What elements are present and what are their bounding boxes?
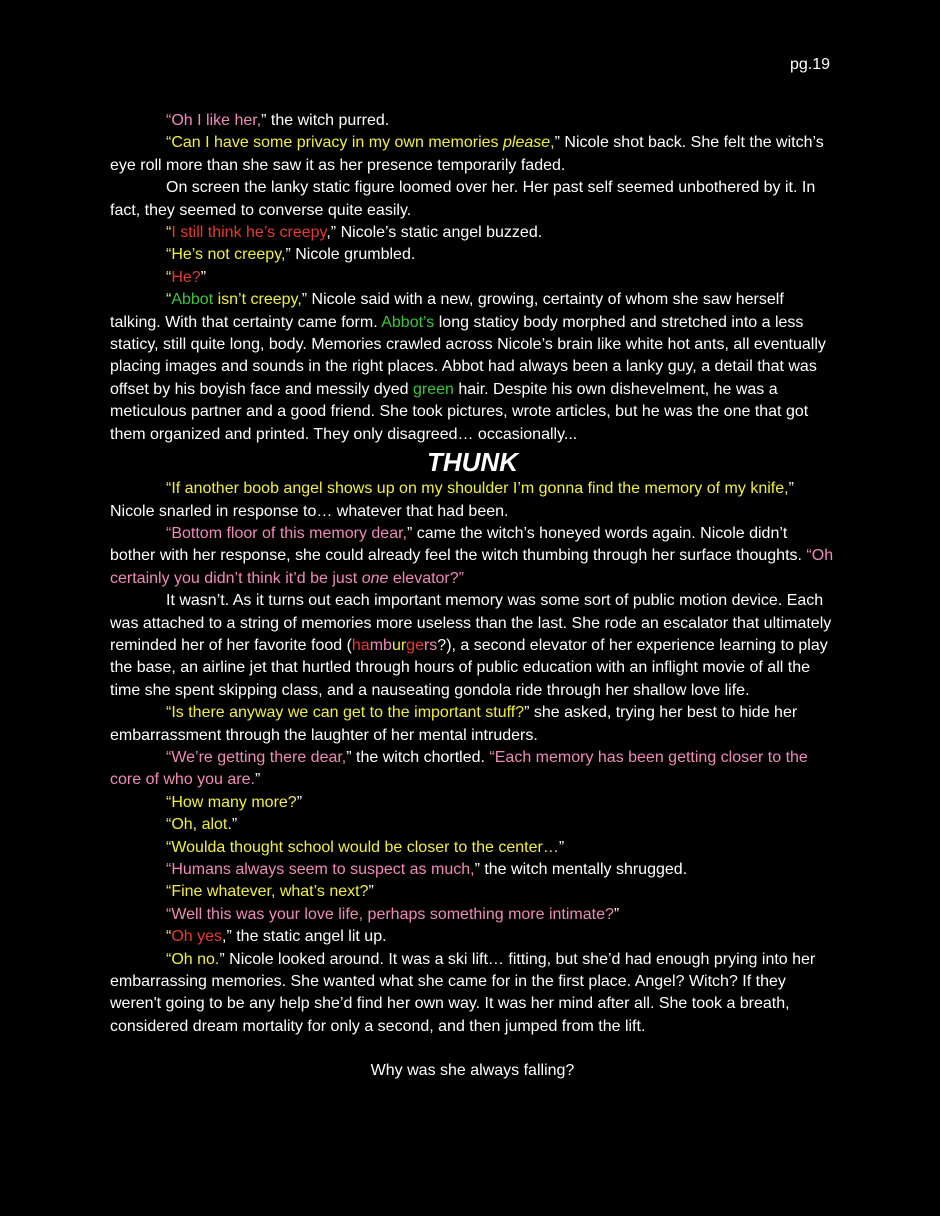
- narration: ,” the static angel lit up.: [222, 928, 387, 946]
- nicole-dialogue: “He’s not creepy,: [166, 246, 286, 264]
- paragraph: [110, 747, 835, 792]
- hamburger-letters: mb: [369, 636, 392, 654]
- paragraph: [110, 222, 835, 244]
- open-quote: “: [166, 291, 172, 309]
- story-text: [110, 110, 835, 1083]
- open-quote: “: [166, 928, 172, 946]
- close-quote: ”: [296, 793, 303, 811]
- open-quote: “: [166, 224, 172, 242]
- nicole-dialogue: “How many more?: [166, 793, 297, 811]
- paragraph: [110, 859, 835, 881]
- hamburger-letters: ur: [391, 636, 407, 654]
- paragraph: [110, 702, 835, 747]
- witch-dialogue: “We’re getting there dear,: [166, 748, 347, 766]
- nicole-dialogue: “Is there anyway we can get to the important stuff?: [166, 704, 525, 722]
- narration: ” the witch chortled.: [346, 748, 490, 766]
- angel-dialogue: I still think he’s creepy: [171, 224, 327, 242]
- nicole-dialogue: “Oh no.: [166, 950, 220, 968]
- hamburger-letters: ha: [351, 636, 370, 654]
- narration: ” Nicole snarled in response to… whatever that had been.: [110, 480, 794, 520]
- narration: ” the witch purred.: [261, 112, 390, 129]
- paragraph: [110, 904, 835, 926]
- paragraph: [110, 289, 835, 446]
- paragraph: [110, 478, 835, 523]
- paragraph: [110, 837, 835, 859]
- nicole-dialogue-emphasis: please: [503, 134, 551, 152]
- close-quote: ”: [231, 816, 238, 834]
- paragraph: [110, 926, 835, 948]
- narration: ” Nicole said with a new, growing, certainty of whom she saw herself talking. With that certainty came form.: [110, 291, 784, 331]
- close-quote: ”: [558, 838, 565, 856]
- angel-dialogue: Oh yes: [171, 928, 223, 946]
- green-word: green: [412, 380, 454, 398]
- close-quote: ”: [254, 771, 261, 789]
- angel-dialogue: He?: [171, 268, 201, 286]
- abbot-name: Abbot: [171, 291, 214, 309]
- sound-effect-heading: THUNK: [427, 447, 518, 478]
- witch-dialogue-emphasis: one: [361, 569, 389, 587]
- paragraph: [110, 177, 835, 222]
- paragraph: [110, 523, 835, 590]
- nicole-dialogue: “Oh, alot.: [166, 816, 232, 834]
- witch-dialogue: “Well this was your love life, perhaps something more intimate?: [166, 905, 614, 923]
- witch-dialogue: “Each memory has been getting closer to the core of who you are.: [110, 748, 808, 789]
- narration: It wasn’t. As it turns out each important memory was some sort of public motion device. Each was attached to a string of memories more useless than the last. She rode an escalator that ultimately reminded her of her favorite food (: [110, 592, 832, 654]
- witch-dialogue: “Bottom floor of this memory dear,: [166, 524, 407, 542]
- narration: ” Nicole looked around. It was a ski lift… fitting, but she’d had enough prying into her embarrassing memories. She wanted what she came for in the first place. Angel? Witch? If they weren't going to be any help she’d find her own way. It was her mind after all. She took a breath, considered dream mortality for only a second, and then jumped from the lift.: [110, 950, 816, 1035]
- witch-dialogue: “Oh I like her,: [166, 112, 262, 129]
- paragraph: [110, 132, 835, 177]
- witch-dialogue: “Oh certainly you didn’t think it’d be just: [110, 547, 834, 587]
- hamburger-letters: rs: [423, 636, 438, 654]
- paragraph: [110, 244, 835, 266]
- nicole-dialogue: isn’t creepy,: [213, 291, 302, 309]
- hamburger-letters: ge: [406, 636, 424, 654]
- witch-dialogue: “Humans always seem to suspect as much,: [166, 861, 475, 878]
- narration: ” she asked, trying her best to hide her embarrassment through the laughter of her mental intruders.: [110, 704, 798, 744]
- narration: ” came the witch’s honeyed words again. Nicole didn’t bother with her response, she could already feel the witch thumbing through her surface thoughts.: [110, 524, 807, 565]
- paragraph: [110, 792, 835, 814]
- paragraph: [110, 814, 835, 836]
- paragraph: [110, 267, 835, 289]
- close-quote: ”: [368, 883, 374, 901]
- narration: On screen the lanky static figure loomed over her. Her past self seemed unbothered by it. In fact, they seemed to converse quite easily.: [110, 179, 816, 219]
- narration: ,” Nicole’s static angel buzzed.: [326, 224, 543, 242]
- witch-dialogue: elevator?”: [388, 569, 464, 587]
- open-quote: “: [166, 268, 172, 286]
- narration: ?), a second elevator of her experience learning to play the base, an airline jet that hurtled through hours of public education with an inflight movie of all the time she spent skipping class, and a nauseating gondola ride through her shallow love life.: [110, 636, 828, 699]
- nicole-dialogue: “If another boob angel shows up on my shoulder I’m gonna find the memory of my knife,: [166, 480, 789, 498]
- close-quote: ”: [613, 905, 620, 923]
- narration: long staticy body morphed and stretched into a less staticy, still quite long, body. Memories crawled across Nicole’s brain like white hot ants, all eventually placing images and sounds in the right places. Abbot had always been a lanky guy, a detail that was offset by his boyish face and messily dyed: [110, 313, 826, 398]
- paragraph: [110, 590, 835, 702]
- nicole-dialogue: “Can I have some privacy in my own memories: [166, 134, 503, 152]
- narration: ” the witch mentally shrugged.: [474, 861, 688, 878]
- narration: ” Nicole shot back. She felt the witch’s eye roll more than she saw it as her presence temporarily faded.: [110, 134, 824, 174]
- paragraph: [110, 110, 835, 132]
- narration: ” Nicole grumbled.: [285, 246, 416, 264]
- paragraph: [110, 949, 835, 1039]
- page-number: pg.19: [789, 56, 830, 73]
- closing-line: Why was she always falling?: [370, 1062, 575, 1080]
- close-quote: ”: [200, 268, 207, 286]
- narration: hair. Despite his own dishevelment, he was a meticulous partner and a good friend. She took pictures, wrote articles, but he was the one that got them organized and printed. They only disagreed… occasionally...: [110, 380, 809, 443]
- nicole-dialogue: ,: [550, 134, 555, 152]
- paragraph: [110, 881, 835, 903]
- nicole-dialogue: “Woulda thought school would be closer to the center…: [166, 838, 559, 856]
- nicole-dialogue: “Fine whatever, what’s next?: [166, 883, 369, 901]
- abbot-name: Abbot’s: [381, 313, 435, 331]
